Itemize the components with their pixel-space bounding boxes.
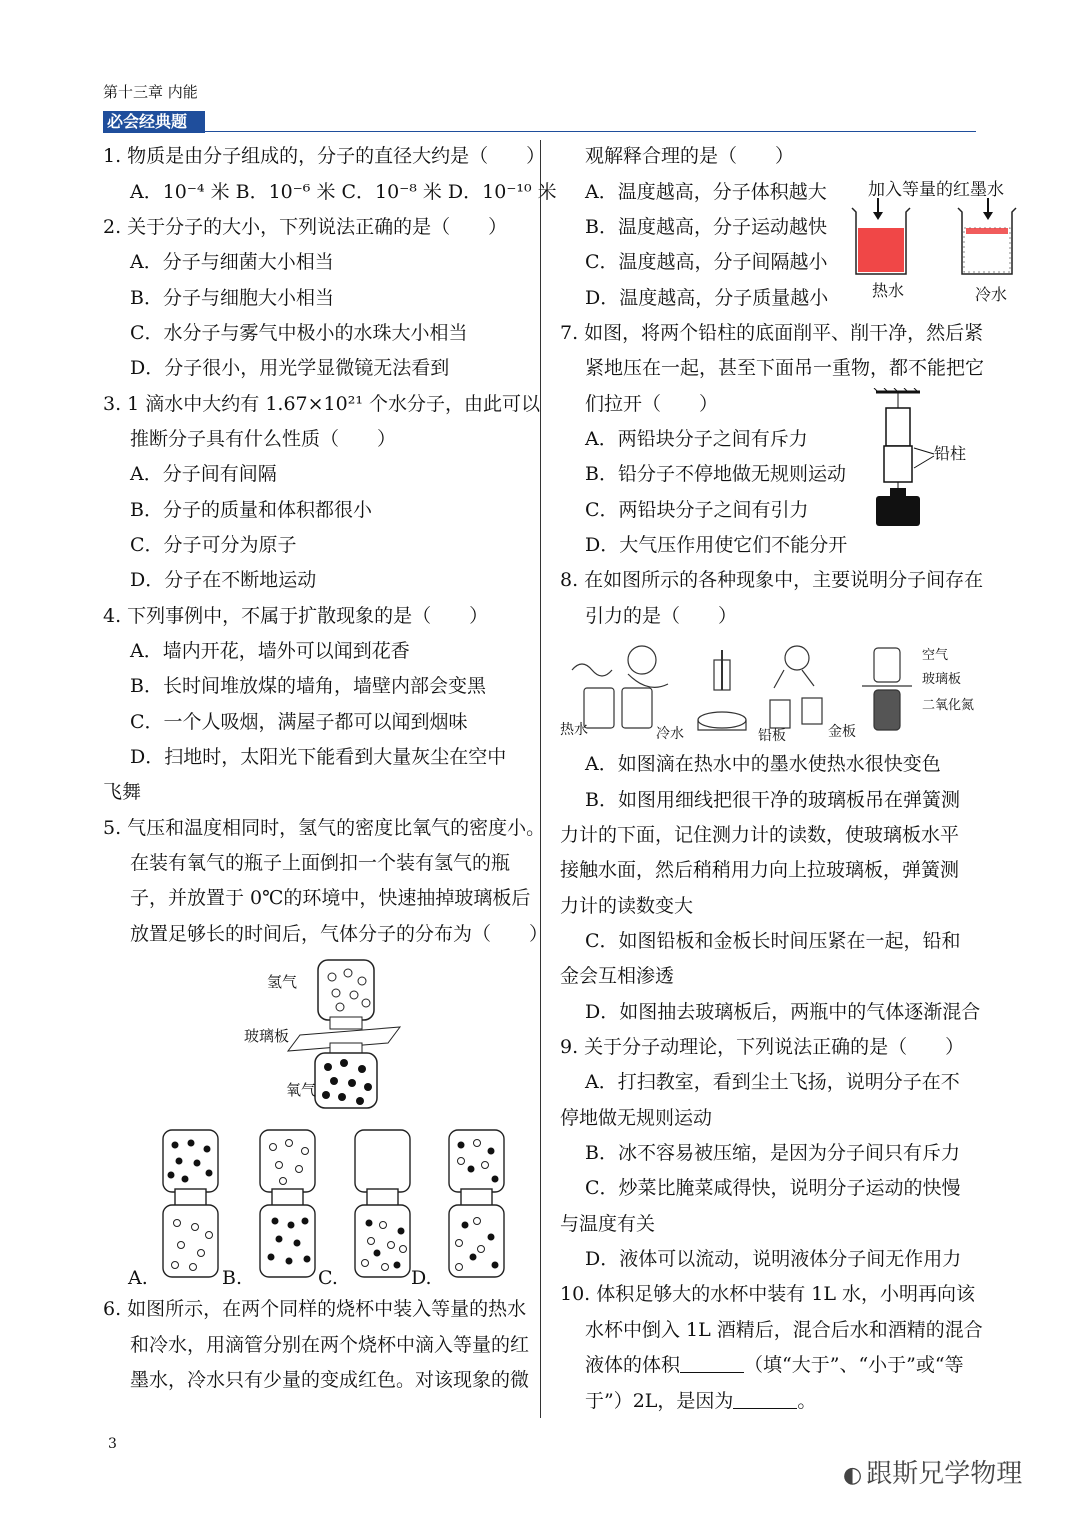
q1-options: A．10⁻⁴ 米 B．10⁻⁶ 米 C．10⁻⁸ 米 D．10⁻¹⁰ 米 (130, 181, 557, 203)
page-number: 3 (108, 1436, 117, 1452)
q7-line3: 们拉开（ ） (585, 393, 719, 415)
beakers-figure (848, 198, 1018, 278)
q6-line4: 观解释合理的是（ ） (585, 145, 795, 167)
q7-option-c: C．两铅块分子之间有引力 (585, 499, 809, 521)
q9-option-b: B．冰不容易被压缩，是因为分子间只有斥力 (585, 1142, 960, 1164)
q5-line4: 放置足够长的时间后，气体分子的分布为（ ） (130, 923, 549, 945)
q8-option-b-line2: 力计的下面，记住测力计的读数，使玻璃板水平 (560, 824, 960, 846)
q4-option-a: A．墙内开花，墙外可以闻到花香 (130, 640, 410, 662)
q7-option-a: A．两铅块分子之间有斥力 (585, 428, 808, 450)
q6-line2: 和冷水，用滴管分别在两个烧杯中滴入等量的红 (130, 1334, 530, 1356)
q8-option-b-line3: 接触水面，然后稍稍用力向上拉玻璃板，弹簧测 (560, 859, 960, 881)
q10-line1: 10. 体积足够大的水杯中装有 1L 水，小明再向该 (560, 1283, 976, 1305)
q6-option-b: B．温度越高，分子运动越快 (585, 216, 827, 238)
label-hydrogen: 氢气 (267, 973, 298, 991)
q4-option-d-cont: 飞舞 (103, 781, 142, 803)
q10-line4-text-b: 。 (797, 1390, 817, 1412)
q10-line4 (585, 1389, 816, 1413)
q5-choice-d: D. (411, 1267, 432, 1289)
q8-option-d: D．如图抽去玻璃板后，两瓶中的气体逐渐混合 (585, 1001, 981, 1023)
q9-stem: 9. 关于分子动理论，下列说法正确的是（ ） (560, 1036, 965, 1058)
q8-option-c-line2: 金会互相渗透 (560, 965, 675, 987)
q5-choice-b: B. (222, 1267, 243, 1289)
q3-option-d: D．分子在不断地运动 (130, 569, 317, 591)
q6-option-a: A．温度越高，分子体积越大 (585, 181, 827, 203)
q9-option-a-line2: 停地做无规则运动 (560, 1107, 713, 1129)
watermark (843, 1459, 1023, 1489)
watermark-text: 跟斯兄学物理 (866, 1459, 1023, 1489)
q6-option-c: C．温度越高，分子间隔越小 (585, 251, 828, 273)
q4-option-b: B．长时间堆放煤的墙角，墙壁内部会变黑 (130, 675, 486, 697)
q8-option-b-line4: 力计的读数变大 (560, 895, 694, 917)
q3-option-b: B．分子的质量和体积都很小 (130, 499, 372, 521)
column-divider (540, 140, 541, 1418)
q2-stem: 2. 关于分子的大小，下列说法正确的是（ ） (103, 216, 508, 238)
q9-option-d: D．液体可以流动，说明液体分子间无作用力 (585, 1248, 962, 1270)
q4-option-c: C．一个人吸烟，满屋子都可以闻到烟味 (130, 711, 468, 733)
q8-option-b-line1: B．如图用细线把很干净的玻璃板吊在弹簧测 (585, 789, 960, 811)
q8-option-c-line1: C．如图铅板和金板长时间压紧在一起，铅和 (585, 930, 961, 952)
q6-line1: 6. 如图所示，在两个同样的烧杯中装入等量的热水 (103, 1298, 527, 1320)
q10-line4-text-a: 于”）2L，是因为 (585, 1390, 734, 1412)
q8-label-glass: 玻璃板 (922, 672, 962, 687)
q2-option-b: B．分子与细胞大小相当 (130, 287, 334, 309)
q8-label-hot-water: 热水 (560, 722, 588, 738)
label-oxygen: 氧气 (286, 1081, 317, 1099)
q10-blank-2[interactable] (733, 1390, 797, 1409)
chapter-header: 第十三章 内能 (103, 83, 198, 101)
label-hot-water: 热水 (872, 281, 905, 300)
q4-stem: 4. 下列事例中，不属于扩散现象的是（ ） (103, 605, 489, 627)
q10-blank-1[interactable] (680, 1354, 744, 1373)
header-rule (103, 131, 976, 132)
q8-option-a: A．如图滴在热水中的墨水使热水很快变色 (585, 753, 941, 775)
section-badge: 必会经典题 (103, 111, 205, 133)
q10-line3-text-a: 液体的体积 (585, 1354, 681, 1376)
label-glass-plate: 玻璃板 (244, 1027, 290, 1045)
q8-label-no2: 二氧化氮 (922, 698, 975, 713)
q2-option-a: A．分子与细菌大小相当 (130, 251, 334, 273)
q10-line2: 水杯中倒入 1L 酒精后，混合后水和酒精的混合 (585, 1319, 983, 1341)
q3-stem-line1: 3. 1 滴水中大约有 1.67×10²¹ 个水分子，由此可以 (103, 393, 541, 415)
q6-line3: 墨水，冷水只有少量的变成红色。对该现象的微 (130, 1369, 530, 1391)
q5-choice-c: C. (318, 1267, 338, 1289)
q7-line2: 紧地压在一起，甚至下面吊一重物，都不能把它 (585, 357, 985, 379)
q8-label-lead-plate: 铅板 (758, 728, 786, 744)
q8-line2: 引力的是（ ） (585, 605, 738, 627)
q7-option-d: D．大气压作用使它们不能分开 (585, 534, 848, 556)
q9-option-c-line2: 与温度有关 (560, 1213, 656, 1235)
q5-line3: 子，并放置于 0℃的环境中，快速抽掉玻璃板后 (130, 887, 531, 909)
q8-label-gold-plate: 金板 (828, 724, 856, 740)
label-lead-cylinder: 铅柱 (934, 444, 967, 463)
q6-figure-title: 加入等量的红墨水 (868, 180, 1004, 200)
q3-stem-line2: 推断分子具有什么性质（ ） (130, 428, 397, 450)
q10-line3 (585, 1353, 964, 1377)
q9-option-a-line1: A．打扫教室，看到尘土飞扬，说明分子在不 (585, 1071, 960, 1093)
q10-line3-text-b: （填“大于”、“小于”或“等 (744, 1354, 964, 1376)
q5-choice-figures (155, 1125, 515, 1285)
q2-option-d: D．分子很小，用光学显微镜无法看到 (130, 357, 450, 379)
q8-label-cold-water: 冷水 (656, 726, 684, 742)
q6-option-d: D．温度越高，分子质量越小 (585, 287, 829, 309)
q1-stem: 1. 物质是由分子组成的，分子的直径大约是（ ） (103, 145, 546, 167)
q7-option-b: B．铅分子不停地做无规则运动 (585, 463, 846, 485)
q5-line2: 在装有氧气的瓶子上面倒扣一个装有氢气的瓶 (130, 852, 511, 874)
q3-option-a: A．分子间有间隔 (130, 463, 277, 485)
q2-option-c: C．水分子与雾气中极小的水珠大小相当 (130, 322, 468, 344)
label-cold-water: 冷水 (975, 285, 1008, 304)
q9-option-c-line1: C．炒菜比腌菜咸得快，说明分子运动的快慢 (585, 1177, 961, 1199)
q7-line1: 7. 如图，将两个铅柱的底面削平、削干净，然后紧 (560, 322, 984, 344)
q5-choice-a: A. (128, 1267, 148, 1289)
wechat-icon: ◐ (843, 1463, 863, 1488)
q8-label-air: 空气 (922, 648, 949, 663)
q4-option-d: D．扫地时，太阳光下能看到大量灰尘在空中 (130, 746, 507, 768)
q8-line1: 8. 在如图所示的各种现象中，主要说明分子间存在 (560, 569, 984, 591)
q3-option-c: C．分子可分为原子 (130, 534, 297, 556)
q5-line1: 5. 气压和温度相同时，氢气的密度比氧气的密度小。 (103, 817, 546, 839)
